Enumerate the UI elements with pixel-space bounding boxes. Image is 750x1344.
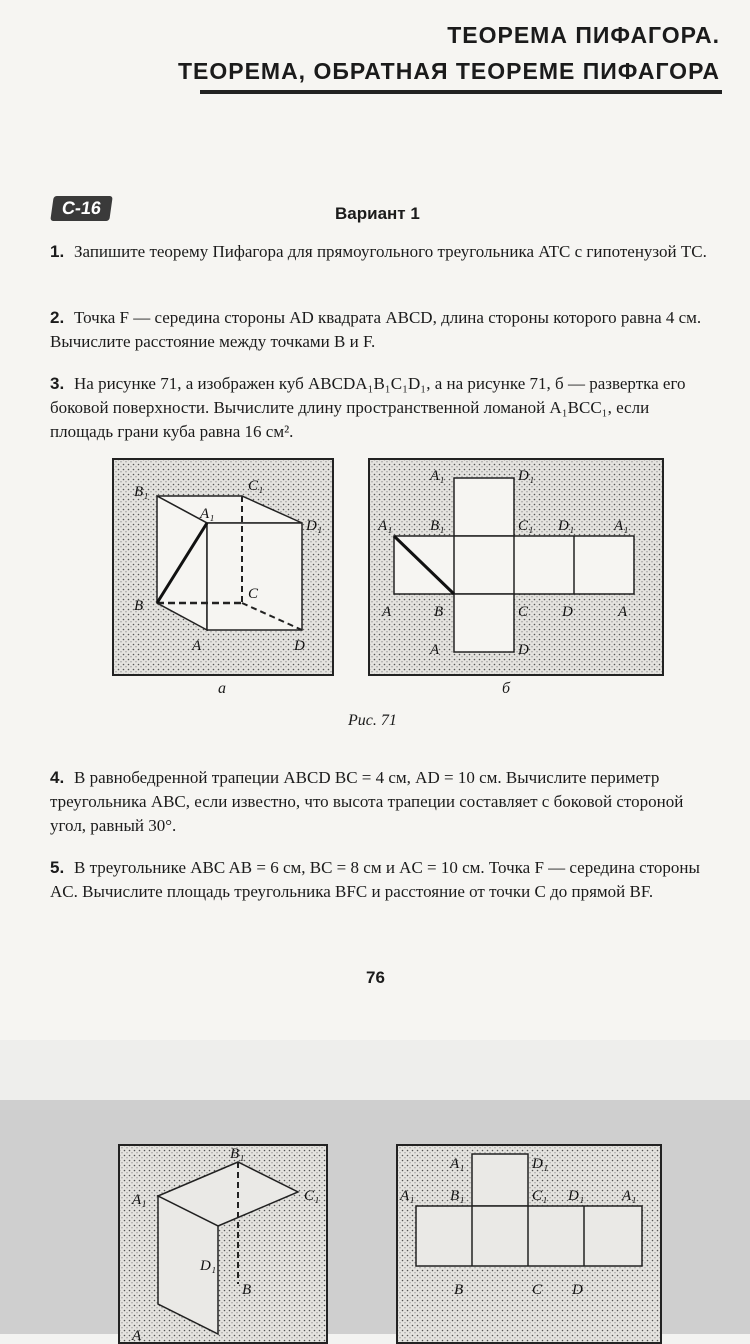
task-number: 3.: [50, 374, 65, 393]
task-4: [50, 766, 715, 838]
label-A1: A₁: [200, 506, 215, 522]
task-number: 2.: [50, 308, 65, 327]
task-5: [50, 856, 715, 904]
net-label-A: A: [382, 604, 392, 620]
net-label-D: D: [562, 604, 573, 620]
net-label-B1: B₁: [430, 518, 445, 534]
figure-label-a: а: [218, 680, 226, 697]
label-A: A: [192, 638, 202, 654]
lower-net-A1: A₁: [450, 1156, 465, 1172]
cube-net-figure: [368, 458, 664, 676]
lower-net-C1: C₁: [532, 1188, 548, 1204]
lower-cube-figure: [118, 1144, 328, 1344]
variant-heading: Вариант 1: [335, 204, 420, 223]
task-text: В треугольнике ABC AB = 6 см, BC = 8 см и AC = 10 см. Точка F — середина стороны AC. Вычислите площадь треугольника BFC и расстояние от точки C до прямой BF.: [50, 858, 700, 901]
page-title-line2: ТЕОРЕМА, ОБРАТНАЯ ТЕОРЕМЕ ПИФАГОРА: [177, 58, 720, 84]
label-D: D: [294, 638, 305, 654]
net-label-top-D1: D₁: [518, 468, 535, 484]
label-C: C: [248, 586, 259, 602]
section-badge: С-16: [50, 196, 113, 221]
net-label-A1-right: A₁: [614, 518, 629, 534]
next-page-fragment: [0, 1100, 750, 1344]
net-label-top-A1: A₁: [430, 468, 445, 484]
task-text: Точка F — середина стороны AD квадрата ABCD, длина стороны которого равна 4 см. Вычислите расстояние между точками B и F.: [50, 308, 702, 351]
net-label-A1: A₁: [378, 518, 393, 534]
lower-net-A1b: A₁: [400, 1188, 415, 1204]
task-number: 5.: [50, 858, 65, 877]
figure-label-b: б: [502, 680, 511, 697]
page-title-line1: ТЕОРЕМА ПИФАГОРА.: [447, 22, 720, 48]
lower-label-B1: B₁: [230, 1146, 245, 1162]
lower-net-D1b: D₁: [568, 1188, 585, 1204]
label-B: B: [134, 598, 144, 614]
lower-label-D1: D₁: [200, 1258, 217, 1274]
lower-label-A1: A₁: [132, 1192, 147, 1208]
task-text: На рисунке 71, а изображен куб ABCDA₁B₁C₁D₁, а на рисунке 71, б — развертка его боковой поверхности. Вычислите длину пространственной ломаной A₁BCC₁, если площадь грани куба равна 16 см².: [50, 374, 686, 441]
net-label-C: C: [518, 604, 529, 620]
net-label-D1: D₁: [558, 518, 575, 534]
label-C1: C₁: [248, 478, 264, 494]
task-text: Запишите теорему Пифагора для прямоугольного треугольника ATC с гипотенузой TC.: [74, 242, 707, 261]
net-label-low-A: A: [430, 642, 440, 658]
task-2: [50, 306, 715, 354]
net-label-low-D: D: [518, 642, 529, 658]
task-text: В равнобедренной трапеции ABCD BC = 4 см, AD = 10 см. Вычислите периметр треугольника ABC, если известно, что высота трапеции составляет с боковой стороной угол, равный 30°.: [50, 768, 684, 835]
lower-net-D: D: [572, 1282, 583, 1298]
net-label-C1: C₁: [518, 518, 534, 534]
lower-net-A1c: A₁: [622, 1188, 637, 1204]
lower-label-A: A: [132, 1328, 142, 1344]
figure-caption: Рис. 71: [348, 712, 397, 729]
lower-net-figure: [396, 1144, 662, 1344]
task-number: 1.: [50, 242, 65, 261]
title-underline: [200, 90, 722, 94]
label-D1: D₁: [306, 518, 323, 534]
lower-net-B1: B₁: [450, 1188, 465, 1204]
lower-label-B: B: [242, 1282, 252, 1298]
label-B1: B₁: [134, 484, 149, 500]
cube-figure: [112, 458, 334, 676]
task-number: 4.: [50, 768, 65, 787]
net-label-A-right: A: [618, 604, 628, 620]
task-1: [50, 240, 715, 264]
page-gap: [0, 1040, 750, 1100]
lower-net-C: C: [532, 1282, 543, 1298]
lower-net-D1: D₁: [532, 1156, 549, 1172]
lower-label-C1: C₁: [304, 1188, 320, 1204]
page-number: 76: [366, 968, 385, 987]
task-3: [50, 372, 715, 444]
net-label-B: B: [434, 604, 444, 620]
lower-net-B: B: [454, 1282, 464, 1298]
